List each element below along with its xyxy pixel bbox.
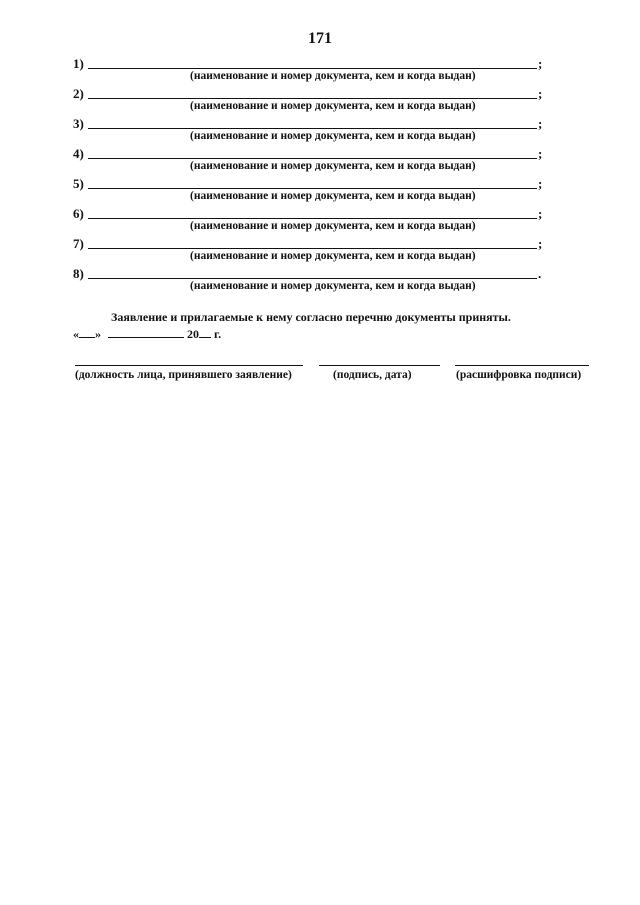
- fill-line[interactable]: [88, 188, 537, 189]
- year-blank[interactable]: [199, 326, 211, 338]
- list-item: [0, 204, 640, 234]
- date-open-quote: «: [73, 327, 79, 341]
- signature-label: (подпись, дата): [333, 369, 412, 381]
- list-item: [0, 264, 640, 294]
- item-number: 7): [73, 236, 84, 251]
- item-number: 3): [73, 116, 84, 131]
- item-caption: (наименование и номер документа, кем и когда выдан): [190, 220, 476, 232]
- document-list: [0, 54, 640, 294]
- decoding-label: (расшифровка подписи): [456, 369, 582, 381]
- month-blank[interactable]: [108, 326, 184, 338]
- item-caption: (наименование и номер документа, кем и когда выдан): [190, 280, 476, 292]
- list-item: [0, 174, 640, 204]
- day-blank[interactable]: [79, 326, 95, 338]
- item-end-punct: ;: [538, 236, 543, 251]
- item-number: 1): [73, 56, 84, 71]
- item-end-punct: ;: [538, 206, 543, 221]
- fill-line[interactable]: [88, 158, 537, 159]
- fill-line[interactable]: [88, 128, 537, 129]
- decoding-line[interactable]: [455, 365, 589, 366]
- list-item: [0, 84, 640, 114]
- item-end-punct: ;: [538, 176, 543, 191]
- item-end-punct: ;: [538, 146, 543, 161]
- item-caption: (наименование и номер документа, кем и когда выдан): [190, 190, 476, 202]
- item-end-punct: .: [538, 266, 542, 281]
- item-number: 4): [73, 146, 84, 161]
- list-item: [0, 54, 640, 84]
- list-item: [0, 234, 640, 264]
- item-caption: (наименование и номер документа, кем и когда выдан): [190, 100, 476, 112]
- item-number: 8): [73, 266, 84, 281]
- fill-line[interactable]: [88, 98, 537, 99]
- item-number: 6): [73, 206, 84, 221]
- accepted-statement: Заявление и прилагаемые к нему согласно перечню документы приняты.: [111, 310, 511, 324]
- acceptance-date: [73, 326, 221, 342]
- item-end-punct: ;: [538, 86, 543, 101]
- item-caption: (наименование и номер документа, кем и когда выдан): [190, 250, 476, 262]
- year-prefix: 20: [187, 327, 199, 341]
- item-end-punct: ;: [538, 116, 543, 131]
- position-label: (должность лица, принявшего заявление): [75, 369, 292, 381]
- list-item: [0, 144, 640, 174]
- item-number: 5): [73, 176, 84, 191]
- year-suffix: г.: [214, 327, 222, 341]
- item-number: 2): [73, 86, 84, 101]
- item-caption: (наименование и номер документа, кем и когда выдан): [190, 160, 476, 172]
- item-caption: (наименование и номер документа, кем и когда выдан): [190, 130, 476, 142]
- fill-line[interactable]: [88, 218, 537, 219]
- fill-line[interactable]: [88, 278, 537, 279]
- fill-line[interactable]: [88, 248, 537, 249]
- signature-line[interactable]: [319, 365, 440, 366]
- list-item: [0, 114, 640, 144]
- item-end-punct: ;: [538, 56, 543, 71]
- position-line[interactable]: [75, 365, 303, 366]
- fill-line[interactable]: [88, 68, 537, 69]
- item-caption: (наименование и номер документа, кем и когда выдан): [190, 70, 476, 82]
- date-close-quote: »: [95, 327, 101, 341]
- page-number: 171: [308, 30, 332, 47]
